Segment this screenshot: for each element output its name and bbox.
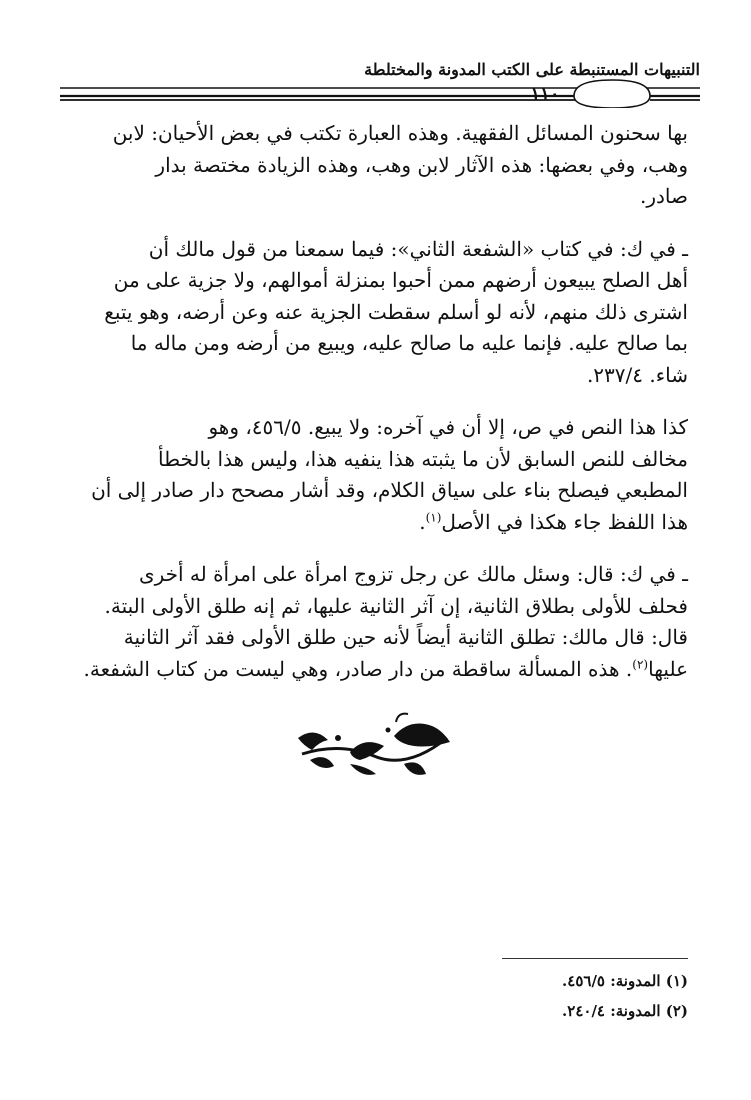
ornament-dot — [386, 728, 391, 733]
page-number-oval — [574, 80, 650, 108]
text-line: بها سحنون المسائل الفقهية. وهذه العبارة تكتب في بعض الأحيان: لابن — [112, 121, 688, 145]
paragraph-4 — [62, 559, 688, 685]
ornament-left-bloom — [298, 732, 328, 750]
text-line: اشترى ذلك منهم، لأنه لو أسلم سقطت الجزية عنه وعن أرضه، وهو يتبع — [104, 299, 688, 324]
ornament-center-leaf — [350, 764, 376, 775]
ornament-right-bloom — [394, 724, 450, 747]
page-header — [60, 58, 700, 108]
paragraph-1 — [62, 118, 688, 213]
text-line: شاء. ٢٣٧/٤. — [586, 362, 688, 387]
text-line: أهل الصلح يبيعون أرضهم ممن أحبوا بمنزلة أموالهم، ولا جزية على من — [113, 268, 688, 292]
text-segment: عليها — [648, 656, 688, 681]
running-header-title: التنبيهات المستنبطة على الكتب المدونة والمختلطة — [364, 60, 700, 79]
paragraph-2 — [62, 234, 688, 392]
footnotes — [400, 966, 688, 1026]
ornament-dot — [335, 735, 341, 741]
text-line: قال: قال مالك: تطلق الثانية أيضاً لأنه حين طلق الأولى فقد آثر الثانية — [123, 625, 688, 649]
footnote-2: (٢) المدونة: ٢٤٠/٤. — [562, 1002, 688, 1020]
text-line: بما صالح عليه. فإنما عليه ما صالح عليه، ويبيع من أرضه ومن ماله ما — [130, 331, 688, 355]
ornament-left-leaf — [310, 757, 334, 768]
text-line: ـ في ك: قال: وسئل مالك عن رجل تزوج امرأة على امرأة له أخرى — [138, 562, 688, 586]
text-line-with-footnote — [62, 507, 688, 539]
text-segment: هذا اللفظ جاء هكذا في الأصل — [441, 509, 688, 534]
footnote-ref-2: (٢) — [632, 656, 649, 671]
main-text — [62, 118, 688, 685]
text-line: كذا هذا النص في ص، إلا أن في آخره: ولا يبيع. ٤٥٦/٥، وهو — [208, 415, 688, 439]
text-line: المطبعي فيصلح بناء على سياق الكلام، وقد أشار مصحح دار صادر إلى أن — [91, 478, 688, 502]
text-line-with-footnote — [62, 654, 688, 686]
text-line: صادر. — [640, 184, 688, 208]
footnote-separator — [502, 958, 688, 959]
footnote-ref-1: (١) — [425, 509, 442, 524]
text-line: وهب، وفي بعضها: هذه الآثار لابن وهب، وهذه الزيادة مختصة بدار — [155, 152, 688, 177]
ornament-right-leaf — [404, 762, 426, 775]
text-line: مخالف للنص السابق لأن ما يثبته هذا ينفيه هذا، وليس هذا بالخطأ — [157, 446, 688, 471]
floral-ornament — [292, 708, 458, 788]
page-number: ١١٠ — [530, 84, 560, 105]
text-line: ـ في ك: في كتاب «الشفعة الثاني»: فيما سمعنا من قول مالك أن — [148, 236, 688, 261]
footnote-1: (١) المدونة: ٤٥٦/٥. — [562, 972, 688, 990]
paragraph-3 — [62, 412, 688, 538]
ornament-tendril — [396, 714, 408, 722]
text-segment: . هذه المسألة ساقطة من دار صادر، وهي ليست من كتاب الشفعة. — [83, 656, 633, 681]
text-segment: . — [419, 509, 426, 534]
text-line: فحلف للأولى بطلاق الثانية، إن آثر الثانية عليها، ثم إنه طلق الأولى البتة. — [104, 593, 688, 618]
